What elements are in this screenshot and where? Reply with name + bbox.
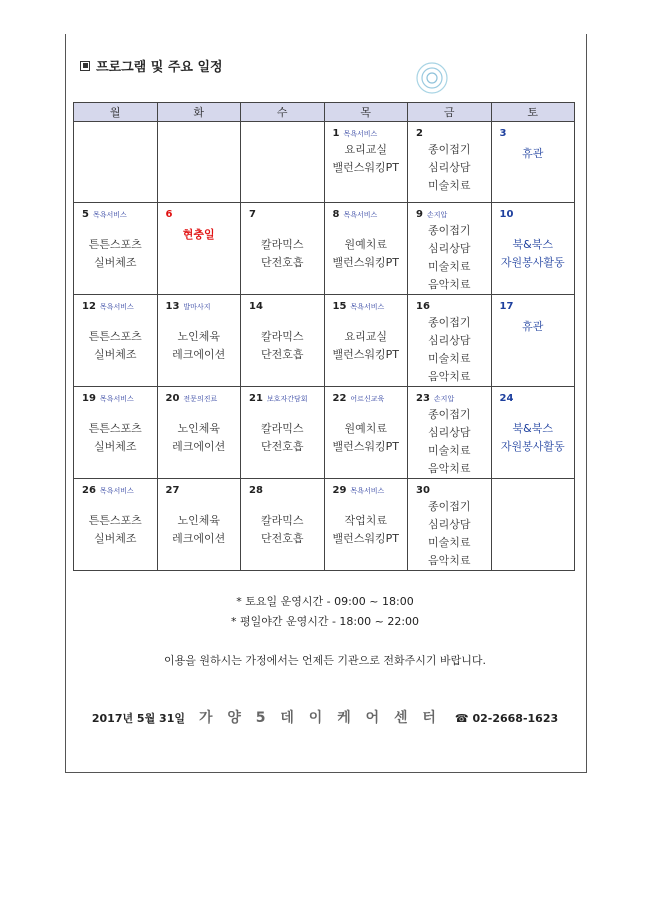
- activity-item: 밸런스워킹PT: [332, 161, 399, 174]
- schedule-calendar: [73, 102, 575, 571]
- spiral-logo-icon: [414, 60, 450, 96]
- footer-date: 2017년 5월 31일: [91, 712, 185, 725]
- activity-item: 요리교실: [344, 143, 387, 156]
- calendar-day-cell: [324, 387, 408, 479]
- day-header: [158, 479, 241, 496]
- activity-item: 심리상담: [427, 242, 471, 255]
- day-event-tag: 목욕서비스: [343, 211, 378, 219]
- calendar-week-row: [74, 479, 575, 571]
- activity-item: 휴관: [522, 320, 544, 333]
- day-header: [74, 295, 157, 312]
- day-header: [325, 387, 408, 404]
- activity-item: 밸런스워킹PT: [332, 532, 399, 545]
- weekday-sat: 토: [491, 103, 575, 122]
- calendar-day-cell: [241, 387, 325, 479]
- day-event-tag: 손지압: [433, 395, 455, 403]
- weekday-header-row: [74, 103, 575, 122]
- day-event-tag: 발마사지: [183, 303, 211, 311]
- day-number: 20: [165, 393, 180, 404]
- day-number: 17: [499, 301, 514, 312]
- activity-list: [492, 236, 575, 272]
- activity-item: 요리교실: [344, 330, 387, 343]
- activity-item: 노인체육: [177, 422, 220, 435]
- activity-list: [325, 328, 408, 364]
- activity-item: 칼라믹스: [260, 238, 304, 251]
- day-number: 7: [249, 209, 256, 220]
- day-event-tag: 보호자간담회: [266, 395, 308, 403]
- day-number: 10: [499, 209, 514, 220]
- day-number: 5: [82, 209, 89, 220]
- activity-item: 자원봉사활동: [500, 256, 565, 269]
- activity-item: 북&북스: [512, 422, 553, 435]
- activity-item: 종이접기: [427, 500, 471, 513]
- day-header: [241, 479, 324, 496]
- activity-list: [241, 512, 324, 548]
- day-event-tag: 목욕서비스: [343, 130, 378, 138]
- day-header: [325, 479, 408, 496]
- day-number: 29: [332, 485, 347, 496]
- calendar-day-cell: [74, 203, 158, 295]
- day-number: 19: [82, 393, 96, 404]
- activity-item: 밸런스워킹PT: [332, 440, 399, 453]
- calendar-day-cell: [241, 203, 325, 295]
- activity-item: 칼라믹스: [260, 422, 304, 435]
- activity-item: 미술치료: [427, 260, 471, 273]
- activity-item: 미술치료: [427, 444, 471, 457]
- calendar-day-cell: [157, 479, 241, 571]
- day-number: 16: [416, 301, 430, 312]
- activity-item: 실버체조: [93, 348, 137, 361]
- activity-item: 종이접기: [427, 143, 471, 156]
- calendar-day-cell: [157, 295, 241, 387]
- day-header: [325, 122, 408, 139]
- calendar-day-cell: [491, 203, 575, 295]
- activity-item: 실버체조: [93, 532, 137, 545]
- activity-list: [408, 498, 491, 570]
- day-header: [408, 387, 491, 404]
- activity-list: [408, 314, 491, 386]
- day-header: [492, 387, 575, 404]
- activity-list: [325, 236, 408, 272]
- activity-item: 튼튼스포츠: [88, 514, 142, 527]
- activity-item: 밸런스워킹PT: [332, 348, 399, 361]
- activity-item: 레크에이션: [172, 348, 226, 361]
- activity-item: 칼라믹스: [260, 514, 304, 527]
- calendar-day-cell: [324, 203, 408, 295]
- activity-list: [74, 328, 157, 364]
- saturday-hours-note: * 토요일 운영시간 - 09:00 ~ 18:00: [236, 595, 414, 608]
- activity-item: 단전호흡: [260, 440, 304, 453]
- day-event-tag: 목욕서비스: [99, 303, 134, 311]
- activity-list: [492, 145, 575, 163]
- calendar-day-cell: [74, 387, 158, 479]
- activity-item: 실버체조: [93, 440, 137, 453]
- weekday-fri: 금: [408, 103, 492, 122]
- day-number: 24: [499, 393, 514, 404]
- activity-item: 작업치료: [344, 514, 387, 527]
- calendar-week-row: [74, 295, 575, 387]
- day-number: 15: [332, 301, 347, 312]
- calendar-day-cell: [324, 295, 408, 387]
- day-header: [158, 295, 241, 312]
- activity-item: 미술치료: [427, 179, 471, 192]
- day-header: [408, 479, 491, 496]
- day-number: 3: [499, 128, 507, 139]
- activity-item: 음악치료: [427, 370, 471, 383]
- activity-item: 미술치료: [427, 536, 471, 549]
- calendar-day-cell: [241, 479, 325, 571]
- calendar-day-cell: [408, 387, 492, 479]
- activity-item: 자원봉사활동: [500, 440, 565, 453]
- calendar-day-cell: [408, 203, 492, 295]
- activity-list: [241, 420, 324, 456]
- day-header: [408, 295, 491, 312]
- activity-item: 휴관: [522, 147, 544, 160]
- activity-item: 음악치료: [427, 462, 471, 475]
- activity-item: 단전호흡: [260, 532, 304, 545]
- calendar-body: [74, 122, 575, 571]
- activity-item: 레크에이션: [172, 440, 226, 453]
- activity-item: 심리상담: [427, 426, 471, 439]
- day-header: [241, 295, 324, 312]
- day-header: [74, 203, 157, 220]
- day-header: [158, 203, 241, 220]
- day-number: 27: [165, 485, 180, 496]
- day-header: [325, 295, 408, 312]
- contact-note: 이용을 원하시는 가정에서는 언제든 기관으로 전화주시기 바랍니다.: [163, 654, 486, 667]
- activity-item: 노인체육: [177, 514, 220, 527]
- calendar-day-cell: [74, 122, 158, 203]
- day-event-tag: 어르신교육: [350, 395, 385, 403]
- activity-item: 실버체조: [93, 256, 137, 269]
- center-name: 가 양 5 데 이 케 어 센 터: [198, 710, 441, 726]
- weekday-wed: 수: [241, 103, 325, 122]
- calendar-day-cell: [157, 122, 241, 203]
- day-number: 28: [249, 485, 263, 496]
- calendar-day-cell: [324, 122, 408, 203]
- activity-item: 현충일: [182, 228, 215, 241]
- footer: [0, 707, 650, 727]
- activity-item: 칼라믹스: [260, 330, 304, 343]
- activity-item: 밸런스워킹PT: [332, 256, 399, 269]
- activity-list: [158, 420, 241, 456]
- activity-list: [158, 512, 241, 548]
- calendar-day-cell: [241, 295, 325, 387]
- day-number: 21: [249, 393, 263, 404]
- activity-list: [74, 420, 157, 456]
- day-header: [241, 387, 324, 404]
- day-event-tag: 목욕서비스: [99, 487, 134, 495]
- activity-list: [325, 141, 408, 177]
- activity-item: 종이접기: [427, 408, 471, 421]
- day-number: 13: [165, 301, 180, 312]
- activity-item: 단전호흡: [260, 256, 304, 269]
- calendar-day-cell: [157, 387, 241, 479]
- calendar-day-cell: [491, 387, 575, 479]
- day-header: [74, 387, 157, 404]
- activity-item: 미술치료: [427, 352, 471, 365]
- activity-list: [158, 226, 241, 244]
- day-event-tag: 목욕서비스: [92, 211, 127, 219]
- activity-list: [325, 420, 408, 456]
- activity-item: 튼튼스포츠: [88, 422, 142, 435]
- activity-list: [241, 236, 324, 272]
- activity-list: [492, 318, 575, 336]
- day-header: [74, 479, 157, 496]
- day-number: 8: [332, 209, 340, 220]
- activity-item: 튼튼스포츠: [88, 330, 142, 343]
- section-title-text: 프로그램 및 주요 일정: [96, 60, 223, 75]
- activity-item: 심리상담: [427, 518, 471, 531]
- day-header: [492, 203, 575, 220]
- day-number: 6: [165, 209, 173, 220]
- activity-list: [492, 420, 575, 456]
- activity-list: [241, 328, 324, 364]
- day-event-tag: 목욕서비스: [99, 395, 134, 403]
- activity-item: 단전호흡: [260, 348, 304, 361]
- day-event-tag: 목욕서비스: [350, 303, 385, 311]
- section-title: [80, 56, 223, 75]
- day-event-tag: 손지압: [426, 211, 448, 219]
- day-number: 14: [249, 301, 263, 312]
- calendar-day-cell: [241, 122, 325, 203]
- day-header: [325, 203, 408, 220]
- calendar-day-cell: [324, 479, 408, 571]
- day-number: 22: [332, 393, 347, 404]
- activity-item: 종이접기: [427, 224, 471, 237]
- activity-item: 종이접기: [427, 316, 471, 329]
- day-event-tag: 목욕서비스: [350, 487, 385, 495]
- activity-item: 심리상담: [427, 161, 471, 174]
- activity-item: 레크에이션: [172, 532, 226, 545]
- calendar-day-cell: [157, 203, 241, 295]
- day-number: 23: [416, 393, 430, 404]
- calendar-day-cell: [491, 295, 575, 387]
- activity-item: 음악치료: [427, 278, 471, 291]
- weeknight-hours-note: * 평일야간 운영시간 - 18:00 ~ 22:00: [230, 615, 420, 628]
- day-header: [492, 295, 575, 312]
- activity-item: 원예치료: [344, 238, 387, 251]
- activity-item: 북&북스: [512, 238, 553, 251]
- day-header: [492, 122, 575, 139]
- day-header: [408, 122, 491, 139]
- day-header: [241, 203, 324, 220]
- calendar-day-cell: [491, 122, 575, 203]
- activity-item: 튼튼스포츠: [88, 238, 142, 251]
- calendar-day-cell: [74, 479, 158, 571]
- activity-list: [408, 141, 491, 195]
- calendar-week-row: [74, 203, 575, 295]
- activity-list: [325, 512, 408, 548]
- activity-list: [158, 328, 241, 364]
- day-number: 9: [416, 209, 423, 220]
- activity-list: [74, 236, 157, 272]
- calendar-day-cell: [408, 122, 492, 203]
- activity-list: [408, 222, 491, 294]
- weekday-mon: 월: [74, 103, 158, 122]
- weekday-thu: 목: [324, 103, 408, 122]
- day-event-tag: 전문의진료: [183, 395, 218, 403]
- calendar-day-cell: [74, 295, 158, 387]
- calendar-week-row: [74, 122, 575, 203]
- day-number: 2: [416, 128, 423, 139]
- calendar-day-cell: [408, 295, 492, 387]
- calendar-day-cell: [491, 479, 575, 571]
- activity-item: 노인체육: [177, 330, 220, 343]
- calendar-day-cell: [408, 479, 492, 571]
- square-bullet-icon: [80, 61, 90, 71]
- phone-number: ☎ 02-2668-1623: [454, 712, 559, 725]
- activity-item: 심리상담: [427, 334, 471, 347]
- day-header: [158, 387, 241, 404]
- day-number: 12: [82, 301, 96, 312]
- day-number: 30: [416, 485, 430, 496]
- day-number: 1: [332, 128, 340, 139]
- day-number: 26: [82, 485, 96, 496]
- day-header: [408, 203, 491, 220]
- weekday-tue: 화: [157, 103, 241, 122]
- activity-list: [74, 512, 157, 548]
- activity-list: [408, 406, 491, 478]
- calendar-week-row: [74, 387, 575, 479]
- activity-item: 음악치료: [427, 554, 471, 567]
- activity-item: 원예치료: [344, 422, 387, 435]
